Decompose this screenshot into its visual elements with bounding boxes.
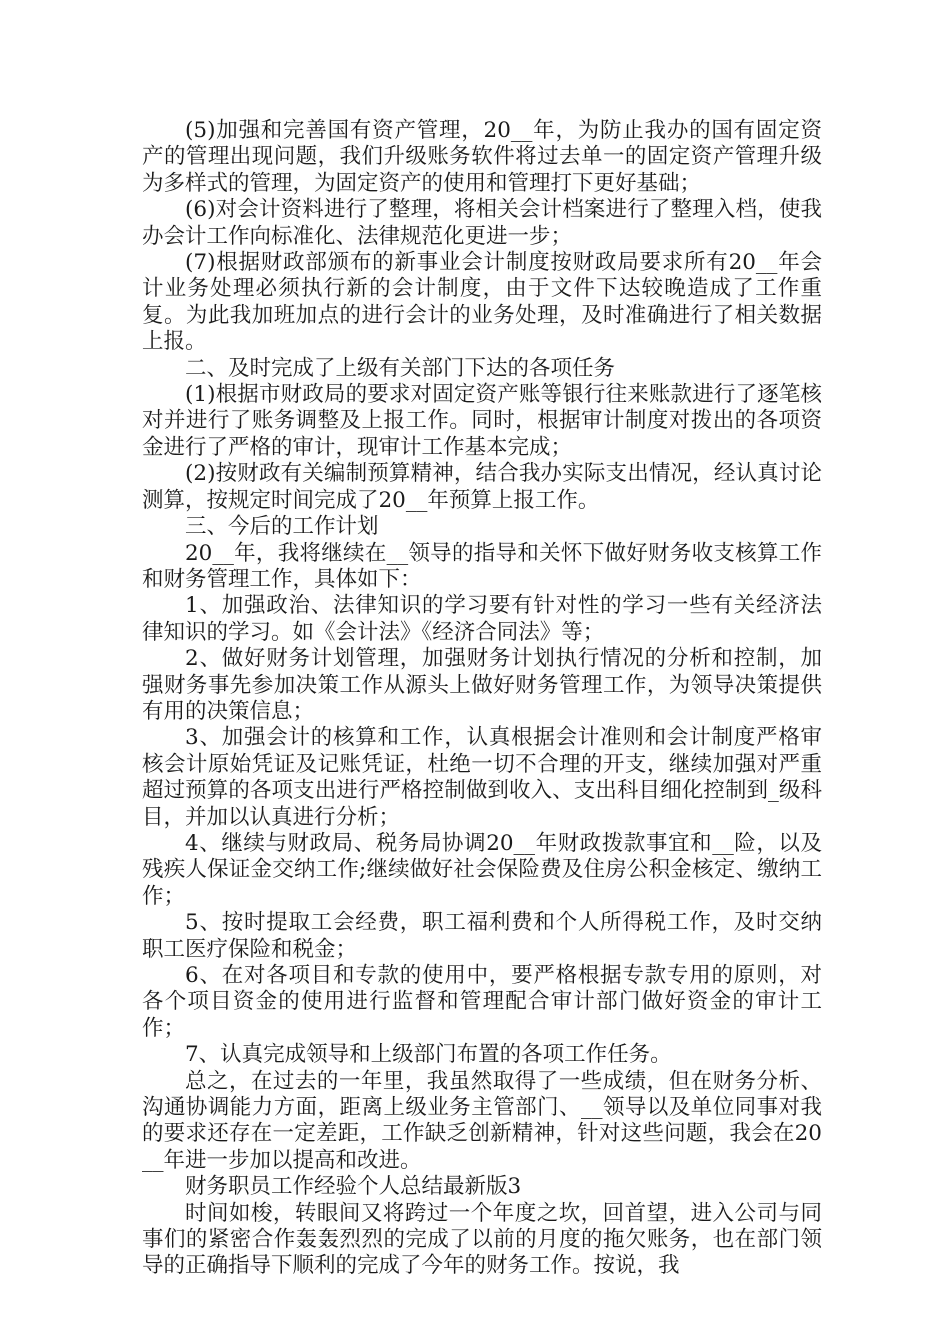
paragraph-accounting-archives: (6)对会计资料进行了整理，将相关会计档案进行了整理入档，使我办会计工作向标准化、法律规范化更进一步； (142, 197, 822, 249)
paragraph-plan-intro: 20__年，我将继续在__领导的指导和关怀下做好财务收支核算工作和财务管理工作，具体如下： (142, 540, 822, 592)
document-body (142, 118, 822, 1280)
section-heading-tasks: 二、及时完成了上级有关部门下达的各项任务 (185, 355, 616, 381)
plan-item-3: 3、加强会计的核算和工作，认真根据会计准则和会计制度严格审核会计原始凭证及记账凭证，杜绝一切不合理的开支，继续加强对严重超过预算的各项支出进行严格控制做到收入、支出科目细化控制到_级科目，并加以认真进行分析； (142, 725, 822, 830)
paragraph-budget-report: (2)按财政有关编制预算精神，结合我办实际支出情况，经认真讨论测算，按规定时间完成了20__年预算上报工作。 (142, 461, 822, 513)
paragraph-conclusion: 总之，在过去的一年里，我虽然取得了一些成绩，但在财务分析、沟通协调能力方面，距离上级业务主管部门、__领导以及单位同事对我的要求还存在一定差距，工作缺乏创新精神，针对这些问题，我会在20__年进一步加以提高和改进。 (142, 1068, 822, 1173)
plan-item-5: 5、按时提取工会经费，职工福利费和个人所得税工作，及时交纳职工医疗保险和税金； (142, 910, 822, 962)
plan-item-7: 7、认真完成领导和上级部门布置的各项工作任务。 (185, 1042, 672, 1068)
plan-item-2: 2、做好财务计划管理，加强财务计划执行情况的分析和控制，加强财务事先参加决策工作从源头上做好财务管理工作，为领导决策提供有用的决策信息； (142, 646, 822, 724)
paragraph-fixed-asset-reconciliation: (1)根据市财政局的要求对固定资产账等银行往来账款进行了逐笔核对并进行了账务调整及上报工作。同时，根据审计制度对拨出的各项资金进行了严格的审计，现审计工作基本完成； (142, 382, 822, 460)
paragraph-new-accounting-system: (7)根据财政部颁布的新事业会计制度按财政局要求所有20__年会计业务处理必须执行新的会计制度，由于文件下达较晚造成了工作重复。为此我加班加点的进行会计的业务处理，及时准确进行了相关数据上报。 (142, 250, 822, 355)
plan-item-6: 6、在对各项目和专款的使用中，要严格根据专款专用的原则，对各个项目资金的使用进行监督和管理配合审计部门做好资金的审计工作； (142, 963, 822, 1041)
plan-item-1: 1、加强政治、法律知识的学习要有针对性的学习一些有关经济法律知识的学习。如《会计法》《经济合同法》等； (142, 593, 822, 645)
article-title: 财务职员工作经验个人总结最新版3 (185, 1174, 522, 1200)
section-heading-future-plan: 三、今后的工作计划 (185, 514, 379, 540)
plan-item-4: 4、继续与财政局、税务局协调20__年财政拨款事宜和__险，以及残疾人保证金交纳工作;继续做好社会保险费及住房公积金核定、缴纳工作； (142, 830, 822, 909)
paragraph-asset-management: (5)加强和完善国有资产管理，20__年，为防止我办的国有固定资产的管理出现问题，我们升级账务软件将过去单一的固定资产管理升级为多样式的管理，为固定资产的使用和管理打下更好基础； (142, 118, 822, 196)
paragraph-article-opening: 时间如梭，转眼间又将跨过一个年度之坎，回首望，进入公司与同事们的紧密合作轰轰烈烈的完成了以前的月度的拖欠账务，也在部门领导的正确指导下顺利的完成了今年的财务工作。按说，我 (142, 1200, 822, 1279)
